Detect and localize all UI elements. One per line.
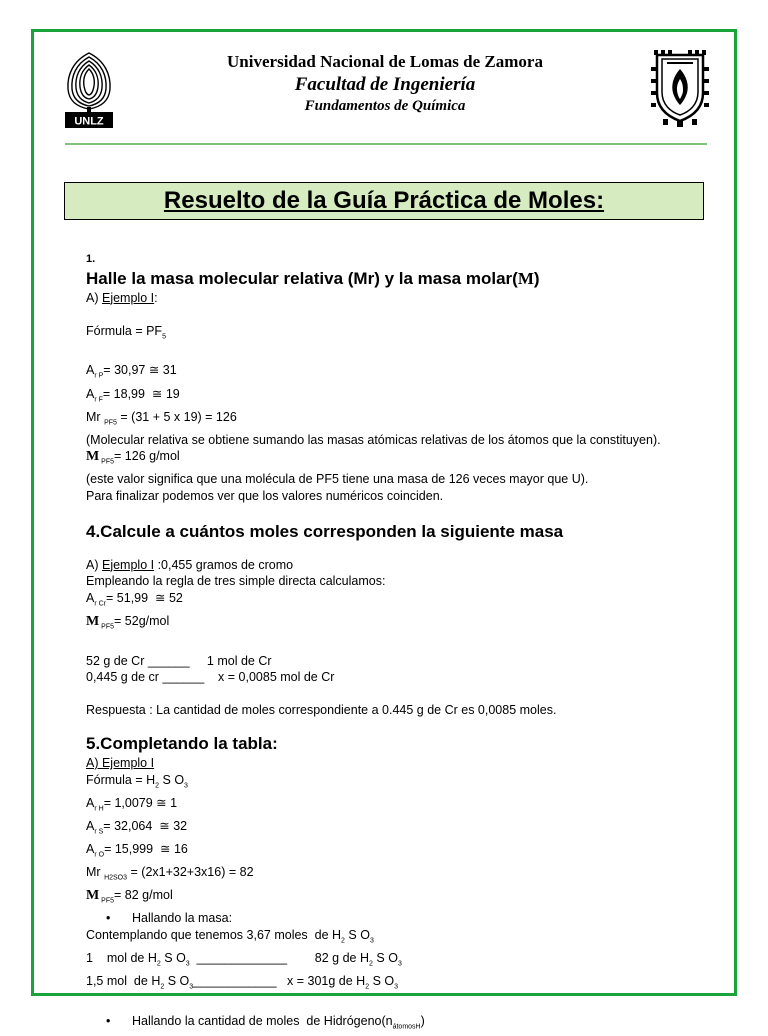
text-line: $A_{r O}= 15,999$ ≅ 16 bbox=[86, 841, 188, 859]
text-line: 0,445 g de cr ______ x = 0,0085 mol de Cr bbox=[86, 670, 335, 685]
header-divider bbox=[65, 143, 707, 145]
unlz-logo-text: UNLZ bbox=[74, 115, 104, 128]
section-1-heading: Halle la masa molecular relativa (Mr) y la masa molar(M) bbox=[86, 268, 540, 288]
formula-line: Fórmula = $H_2$ S $O_3$ bbox=[86, 772, 188, 790]
section-1-example: A) Ejemplo I: bbox=[86, 290, 158, 305]
text-line: 52 g de Cr ______ 1 mol de Cr bbox=[86, 653, 272, 668]
text-line: $A_{r P}= 30,97$ ≅ 31 bbox=[86, 363, 177, 380]
text-line: $A_{r F}= 18,99$ ≅ 19 bbox=[86, 386, 180, 404]
section-5-example: A) Ejemplo I bbox=[86, 755, 155, 770]
section-4-example: A) Ejemplo I :0,455 gramos de cromo bbox=[86, 557, 294, 572]
text-line: 1,5 mol de $H_2$ S $O_3\_\_\_\_\_\_\_\_\_\_\_\_$ x = 301g de $H_2$ S $O_3$ bbox=[86, 973, 399, 991]
bullet-item: • Hallando la cantidad de moles de $Hidrógeno(n_{átomosH})$ bbox=[86, 1013, 726, 1036]
document-title: Resuelto de la Guía Práctica de Moles: bbox=[163, 187, 605, 214]
text-line: 1 mol de $H_2$ S $O_3$ _____________ 82 g de $H_2$ S $O_3$ bbox=[86, 950, 402, 968]
text-line: M $_{PF5}$= 52g/mol bbox=[86, 613, 170, 631]
faculty-name: Facultad de Ingeniería bbox=[294, 74, 476, 95]
engineering-faculty-logo bbox=[651, 47, 709, 129]
text-line: $A_{r H}= 1,0079$ ≅ 1 bbox=[86, 795, 178, 813]
text-line: Empleando la regla de tres simple directa calculamos: bbox=[86, 574, 386, 589]
unlz-logo bbox=[63, 49, 115, 129]
text-line: Mr $_{H2SO3}$ = (2x1+32+3x16) = 82 bbox=[86, 864, 254, 882]
subject-name: Fundamentos de Química bbox=[304, 98, 466, 114]
bullet-item: • Hallando la masa: bbox=[86, 910, 726, 927]
text-line: Mr $_{PF5}$ = (31 + 5 x 19) = 126 bbox=[86, 409, 237, 427]
section-5-heading: 5.Completando la tabla: bbox=[86, 733, 278, 753]
text-line: $A_{r Cr}= 51,99$ ≅ 52 bbox=[86, 590, 183, 608]
text-line: M $_{PF5}$= 126 g/mol bbox=[86, 449, 180, 466]
section-1-number: 1. bbox=[86, 253, 96, 265]
document-body bbox=[86, 251, 726, 1036]
text-line: $A_{r S}= 32,064$ ≅ 32 bbox=[86, 818, 188, 836]
text-line: Contemplando que tenemos 3,67 moles de $H_2$ S $O_3$ bbox=[86, 927, 374, 945]
section-4-heading: 4.Calcule a cuántos moles corresponden la siguiente masa bbox=[86, 521, 564, 541]
university-name: Universidad Nacional de Lomas de Zamora bbox=[227, 52, 543, 71]
title-box bbox=[64, 182, 704, 220]
text-line: Respuesta : La cantidad de moles correspondiente a 0.445 g de Cr es 0,0085 moles. bbox=[86, 703, 557, 718]
text-line: (este valor significa que una molécula de PF5 tiene una masa de 126 veces mayor que U). bbox=[86, 472, 589, 487]
formula-line: Fórmula = $PF_5$ bbox=[86, 323, 166, 341]
text-line: (Molecular relativa se obtiene sumando las masas atómicas relativas de los átomos que la constituyen). bbox=[86, 432, 661, 447]
text-line: Para finalizar podemos ver que los valores numéricos coinciden. bbox=[86, 489, 444, 504]
text-line: M $_{PF5}$= 82 g/mol bbox=[86, 888, 173, 905]
